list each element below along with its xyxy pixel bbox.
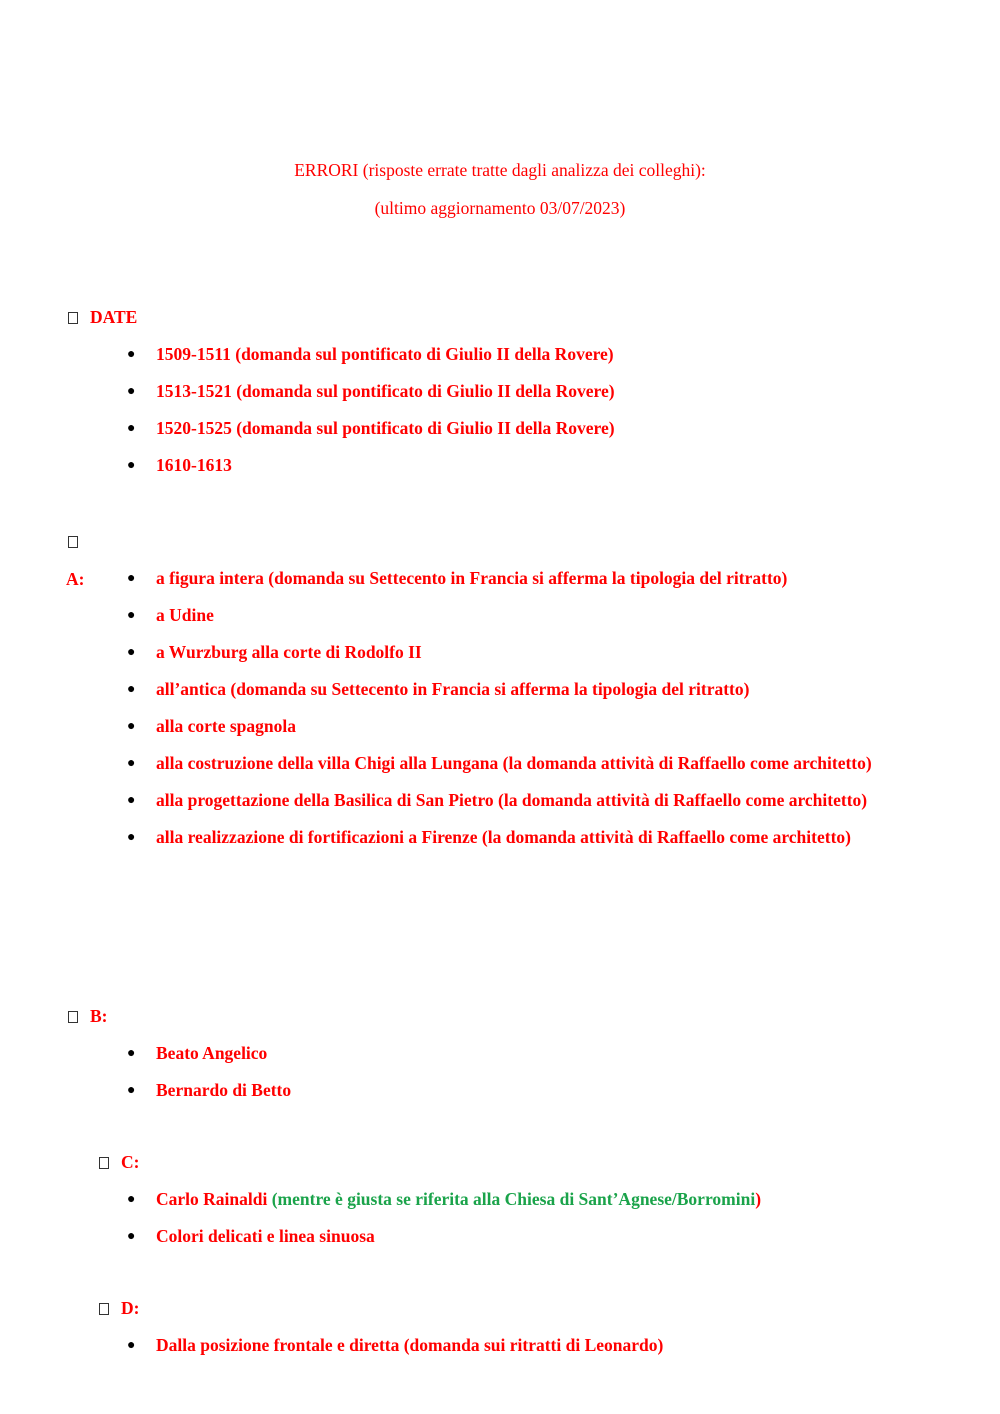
checkbox-icon [68,1011,78,1023]
list-item: ● 1610-1613 [0,448,896,485]
list-item: ● alla corte spagnola [0,709,896,746]
bullet-icon: ● [127,1046,136,1061]
bullet-icon: ● [127,645,136,660]
c-list [0,1182,896,1256]
list-item: ● Carlo Rainaldi (mentre è giusta se riferita alla Chiesa di Sant’Agnese/Borromini) [0,1182,896,1219]
bullet-icon: ● [127,830,136,845]
bullet-icon: ● [127,347,136,362]
list-item: ● a Udine [0,598,896,635]
d-list [0,1328,896,1365]
list-item: ● Colori delicati e linea sinuosa [0,1219,896,1256]
checkbox-icon [99,1303,109,1315]
bullet-icon: ● [127,384,136,399]
page-subtitle: (ultimo aggiornamento 03/07/2023) [374,198,626,218]
bullet-icon: ● [127,1192,136,1207]
list-item: ● Bernardo di Betto [0,1073,896,1110]
list-item: ● Beato Angelico [0,1036,896,1073]
note-text: (mentre è giusta se riferita alla Chiesa di Sant’Agnese/Borromini [271,1189,756,1209]
list-item: ● 1520-1525 (domanda sul pontificato di Giulio II della Rovere) [0,411,896,448]
section-heading-d: D: [99,1298,139,1319]
bullet-icon: ● [127,1229,136,1244]
bullet-icon: ● [127,793,136,808]
checkbox-icon [68,536,78,548]
list-item: ● alla costruzione della villa Chigi alla Lungana (la domanda attività di Raffaello come architetto) [0,746,896,783]
section-heading-date: DATE [68,307,137,328]
list-item: ● all’antica (domanda su Settecento in Francia si afferma la tipologia del ritratto) [0,672,896,709]
list-item: ● alla realizzazione di fortificazioni a Firenze (la domanda attività di Raffaello come architetto) [0,820,896,857]
list-item: ● 1509-1511 (domanda sul pontificato di Giulio II della Rovere) [0,337,896,374]
a-list [0,561,896,857]
bullet-icon: ● [127,1083,136,1098]
bullet-icon: ● [127,1338,136,1353]
list-item: ● 1513-1521 (domanda sul pontificato di Giulio II della Rovere) [0,374,896,411]
bullet-icon: ● [127,756,136,771]
list-item: ● a figura intera (domanda su Settecento in Francia si afferma la tipologia del ritratto) [0,561,896,598]
checkbox-icon [99,1157,109,1169]
section-heading-c: C: [99,1152,139,1173]
section-heading-b: B: [68,1006,108,1027]
checkbox-icon [68,312,78,324]
bullet-icon: ● [127,608,136,623]
bullet-icon: ● [127,719,136,734]
bullet-icon: ● [127,682,136,697]
bullet-icon: ● [127,421,136,436]
page-title: ERRORI (risposte errate tratte dagli analizza dei colleghi): [294,160,706,180]
list-item: ● Dalla posizione frontale e diretta (domanda sui ritratti di Leonardo) [0,1328,896,1365]
bullet-icon: ● [127,458,136,473]
bullet-icon: ● [127,571,136,586]
section-heading-a: A: [66,569,85,589]
b-list [0,1036,896,1110]
date-list [0,337,896,485]
list-item: ● alla progettazione della Basilica di San Pietro (la domanda attività di Raffaello come architetto) [0,783,896,820]
list-item: ● a Wurzburg alla corte di Rodolfo II [0,635,896,672]
